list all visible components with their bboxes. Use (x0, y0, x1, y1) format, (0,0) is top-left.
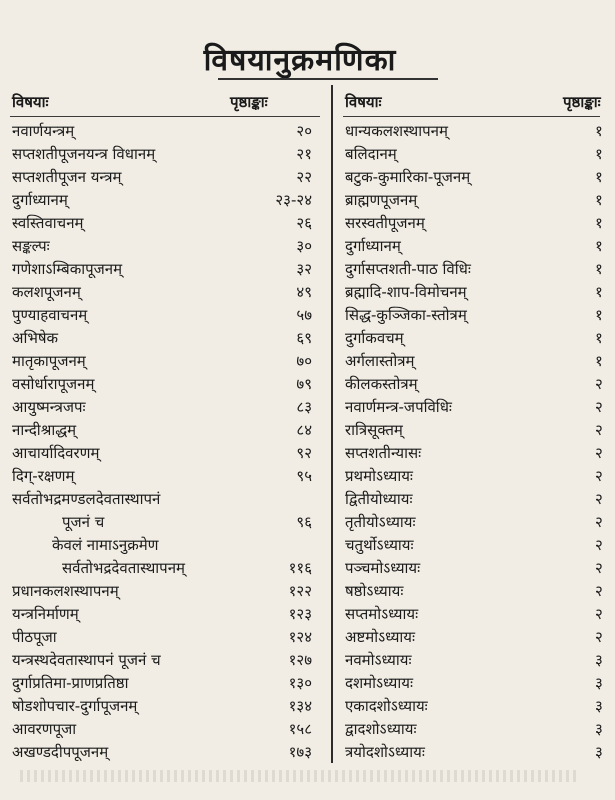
toc-entry-label: नान्दीश्राद्धम् (12, 421, 77, 439)
toc-entry-label: सर्वतोभद्रदेवतास्थापनम् (62, 559, 185, 577)
column-divider (331, 85, 333, 763)
toc-entry-label: ब्रह्मादि-शाप-विमोचनम् (345, 283, 467, 301)
right-toc-list (345, 120, 615, 764)
toc-entry-page: २० (296, 122, 312, 140)
toc-entry-page: ८४ (296, 421, 312, 439)
left-subject-header: विषयाः (12, 93, 49, 111)
toc-entry-label: सर्वतोभद्रमण्डलदेवतास्थापनं (12, 490, 161, 508)
toc-entry-label: सप्तशतीपूजन यन्त्रम् (12, 168, 122, 186)
toc-entry-page: १२२ (288, 582, 312, 600)
toc-entry-label: नवार्णयन्त्रम् (12, 122, 75, 140)
toc-entry-page: १२४ (288, 628, 312, 646)
toc-row (345, 442, 615, 465)
toc-entry-label: प्रधानकलशस्थापनम् (12, 582, 119, 600)
toc-entry-page: २ (595, 628, 603, 646)
toc-entry-page: २ (595, 536, 603, 554)
toc-row (12, 718, 320, 741)
toc-row (12, 465, 320, 488)
toc-row (12, 189, 320, 212)
toc-entry-page: १ (595, 237, 603, 255)
toc-entry-page: १ (595, 260, 603, 278)
toc-entry-page: ३० (296, 237, 312, 255)
toc-row (345, 557, 615, 580)
toc-row (345, 741, 615, 764)
toc-entry-label: दुर्गाकवचम् (345, 329, 404, 347)
toc-entry-page: ३ (595, 674, 603, 692)
toc-entry-label: बटुक-कुमारिका-पूजनम् (345, 168, 471, 186)
toc-entry-page: १७३ (288, 743, 312, 761)
toc-entry-page: ४९ (296, 283, 312, 301)
toc-entry-label: दिग्-रक्षणम् (12, 467, 75, 485)
title-underline (218, 78, 438, 80)
toc-row (12, 442, 320, 465)
toc-entry-label: अष्टमोऽध्यायः (345, 628, 416, 646)
toc-entry-page: १५८ (288, 720, 312, 738)
toc-entry-label: पञ्चमोऽध्यायः (345, 559, 421, 577)
toc-entry-label: दशमोऽध्यायः (345, 674, 413, 692)
toc-row (12, 143, 320, 166)
toc-entry-page: ३ (595, 743, 603, 761)
toc-row (345, 465, 615, 488)
toc-entry-label: आयुष्मन्त्रजपः (12, 398, 86, 416)
toc-entry-page: २६ (296, 214, 312, 232)
toc-entry-label: सप्तमोऽध्यायः (345, 605, 419, 623)
left-header-rule (10, 116, 320, 117)
toc-entry-page: १ (595, 191, 603, 209)
toc-entry-page: १२७ (288, 651, 312, 669)
toc-entry-label: पीठपूजा (12, 628, 57, 646)
toc-entry-label: सरस्वतीपूजनम् (345, 214, 425, 232)
toc-entry-page: ९५ (296, 467, 312, 485)
toc-row (345, 143, 615, 166)
toc-entry-label: सङ्कल्पः (12, 237, 50, 255)
right-header-rule (343, 116, 600, 117)
toc-row (12, 350, 320, 373)
toc-entry-page: ३२ (296, 260, 312, 278)
toc-entry-label: त्रयोदशोऽध्यायः (345, 743, 425, 761)
toc-entry-label: सप्तशतीपूजनयन्त्र विधानम् (12, 145, 156, 163)
toc-row (12, 695, 320, 718)
toc-entry-label: एकादशोऽध्यायः (345, 697, 428, 715)
toc-entry-label: गणेशाऽम्बिकापूजनम् (12, 260, 123, 278)
toc-entry-label: षष्ठोऽध्यायः (345, 582, 404, 600)
toc-entry-label: अखण्डदीपपूजनम् (12, 743, 109, 761)
toc-row (345, 488, 615, 511)
toc-entry-page: ६९ (296, 329, 312, 347)
toc-row (12, 304, 320, 327)
toc-entry-label: प्रथमोऽध्यायः (345, 467, 413, 485)
toc-entry-label: आवरणपूजा (12, 720, 77, 738)
toc-entry-page: १ (595, 283, 603, 301)
toc-row (12, 235, 320, 258)
toc-entry-label: स्वस्तिवाचनम् (12, 214, 84, 232)
toc-row (345, 419, 615, 442)
toc-row (12, 419, 320, 442)
toc-entry-label: मातृकापूजनम् (12, 352, 86, 370)
toc-row (12, 281, 320, 304)
toc-entry-page: ११६ (288, 559, 312, 577)
toc-entry-page: २ (595, 398, 603, 416)
toc-row (12, 120, 320, 143)
toc-entry-label: अभिषेक (12, 329, 59, 347)
page-title: विषयानुक्रमणिका (203, 43, 397, 78)
toc-row (345, 534, 615, 557)
toc-entry-label: रात्रिसूक्तम् (345, 421, 403, 439)
toc-row (345, 649, 615, 672)
toc-entry-page: २ (595, 467, 603, 485)
toc-entry-label: यन्त्रनिर्माणम् (12, 605, 79, 623)
toc-entry-label: बलिदानम् (345, 145, 397, 163)
toc-entry-page: २ (595, 375, 603, 393)
toc-row (345, 373, 615, 396)
toc-entry-label: ब्राह्मणपूजनम् (345, 191, 418, 209)
toc-entry-label: चतुर्थोऽध्यायः (345, 536, 414, 554)
toc-entry-page: ७९ (296, 375, 312, 393)
toc-row (345, 327, 615, 350)
toc-entry-page: १३४ (288, 697, 312, 715)
toc-entry-label: धान्यकलशस्थापनम् (345, 122, 448, 140)
toc-row (345, 396, 615, 419)
toc-row (12, 166, 320, 189)
toc-row (12, 672, 320, 695)
toc-row (12, 327, 320, 350)
toc-entry-page: ५७ (296, 306, 312, 324)
toc-row (345, 258, 615, 281)
toc-row (12, 603, 320, 626)
toc-entry-page: १ (595, 352, 603, 370)
toc-entry-page: १२३ (288, 605, 312, 623)
toc-entry-label: सप्तशतीन्यासः (345, 444, 422, 462)
toc-row (345, 189, 615, 212)
toc-row (12, 557, 320, 580)
toc-entry-label: केवलं नामाऽनुक्रमेण (52, 536, 159, 554)
toc-entry-page: ९६ (296, 513, 312, 531)
toc-row (345, 695, 615, 718)
toc-entry-page (252, 534, 320, 557)
toc-entry-page: २ (595, 605, 603, 623)
toc-row (12, 741, 320, 764)
toc-row (12, 373, 320, 396)
toc-row (12, 511, 320, 534)
toc-entry-label: दुर्गाप्रतिमा-प्राणप्रतिष्ठा (12, 674, 129, 692)
toc-row (12, 534, 320, 557)
toc-row (12, 396, 320, 419)
toc-row (345, 580, 615, 603)
toc-entry-page: २ (595, 421, 603, 439)
toc-entry-label: पूजनं च (62, 513, 105, 531)
toc-entry-label: नवार्णमन्त्र-जपविधिः (345, 398, 452, 416)
toc-entry-page: ३ (595, 651, 603, 669)
toc-entry-label: नवमोऽध्यायः (345, 651, 412, 669)
toc-entry-page: १ (595, 306, 603, 324)
toc-row (345, 672, 615, 695)
toc-entry-page: २ (595, 582, 603, 600)
toc-entry-page: १ (595, 145, 603, 163)
left-toc-list (12, 120, 320, 764)
toc-entry-label: आचार्यादिवरणम् (12, 444, 100, 462)
left-page-header: पृष्ठाङ्काः (230, 93, 268, 111)
toc-entry-label: दुर्गाध्यानम् (345, 237, 401, 255)
toc-entry-label: यन्त्रस्थदेवतास्थापनं पूजनं च (12, 651, 161, 669)
toc-row (12, 649, 320, 672)
footer-noise (20, 770, 580, 782)
right-page-header: पृष्ठाङ्काः (563, 93, 601, 111)
toc-entry-page: २१ (296, 145, 312, 163)
toc-entry-page: २ (595, 513, 603, 531)
toc-row (345, 235, 615, 258)
toc-entry-label: वसोर्धारापूजनम् (12, 375, 95, 393)
toc-entry-page: १ (595, 168, 603, 186)
toc-entry-page: १ (595, 329, 603, 347)
toc-entry-page (252, 488, 320, 511)
toc-entry-page: २३-२४ (275, 191, 312, 209)
toc-entry-label: कीलकस्तोत्रम् (345, 375, 418, 393)
toc-row (345, 626, 615, 649)
toc-entry-label: दुर्गासप्तशती-पाठ विधिः (345, 260, 471, 278)
toc-row (345, 212, 615, 235)
toc-row (345, 120, 615, 143)
toc-entry-page: ३ (595, 697, 603, 715)
toc-entry-label: अर्गलास्तोत्रम् (345, 352, 415, 370)
toc-entry-page: २ (595, 490, 603, 508)
toc-entry-page: २ (595, 444, 603, 462)
toc-entry-page: ८३ (296, 398, 312, 416)
toc-entry-page: २२ (296, 168, 312, 186)
toc-entry-label: तृतीयोऽध्यायः (345, 513, 416, 531)
toc-row (345, 718, 615, 741)
toc-entry-label: दुर्गाध्यानम् (12, 191, 68, 209)
toc-entry-page: १३० (288, 674, 312, 692)
toc-row (12, 258, 320, 281)
toc-entry-page: ७० (296, 352, 312, 370)
toc-entry-page: १ (595, 122, 603, 140)
toc-row (345, 281, 615, 304)
toc-entry-label: षोडशोपचार-दुर्गापूजनम् (12, 697, 138, 715)
toc-entry-label: सिद्ध-कुञ्जिका-स्तोत्रम् (345, 306, 467, 324)
toc-entry-page: २ (595, 559, 603, 577)
toc-entry-label: कलशपूजनम् (12, 283, 81, 301)
toc-entry-page: १ (595, 214, 603, 232)
toc-entry-label: द्वितीयोध्यायः (345, 490, 413, 508)
toc-entry-page: ३ (595, 720, 603, 738)
toc-row (12, 580, 320, 603)
toc-row (12, 488, 320, 511)
toc-row (12, 626, 320, 649)
toc-row (345, 304, 615, 327)
right-subject-header: विषयाः (345, 93, 382, 111)
toc-entry-label: पुण्याहवाचनम् (12, 306, 88, 324)
toc-entry-page: ९२ (296, 444, 312, 462)
toc-entry-label: द्वादशोऽध्यायः (345, 720, 417, 738)
toc-row (345, 166, 615, 189)
toc-row (345, 511, 615, 534)
toc-row (345, 603, 615, 626)
toc-row (345, 350, 615, 373)
toc-row (12, 212, 320, 235)
